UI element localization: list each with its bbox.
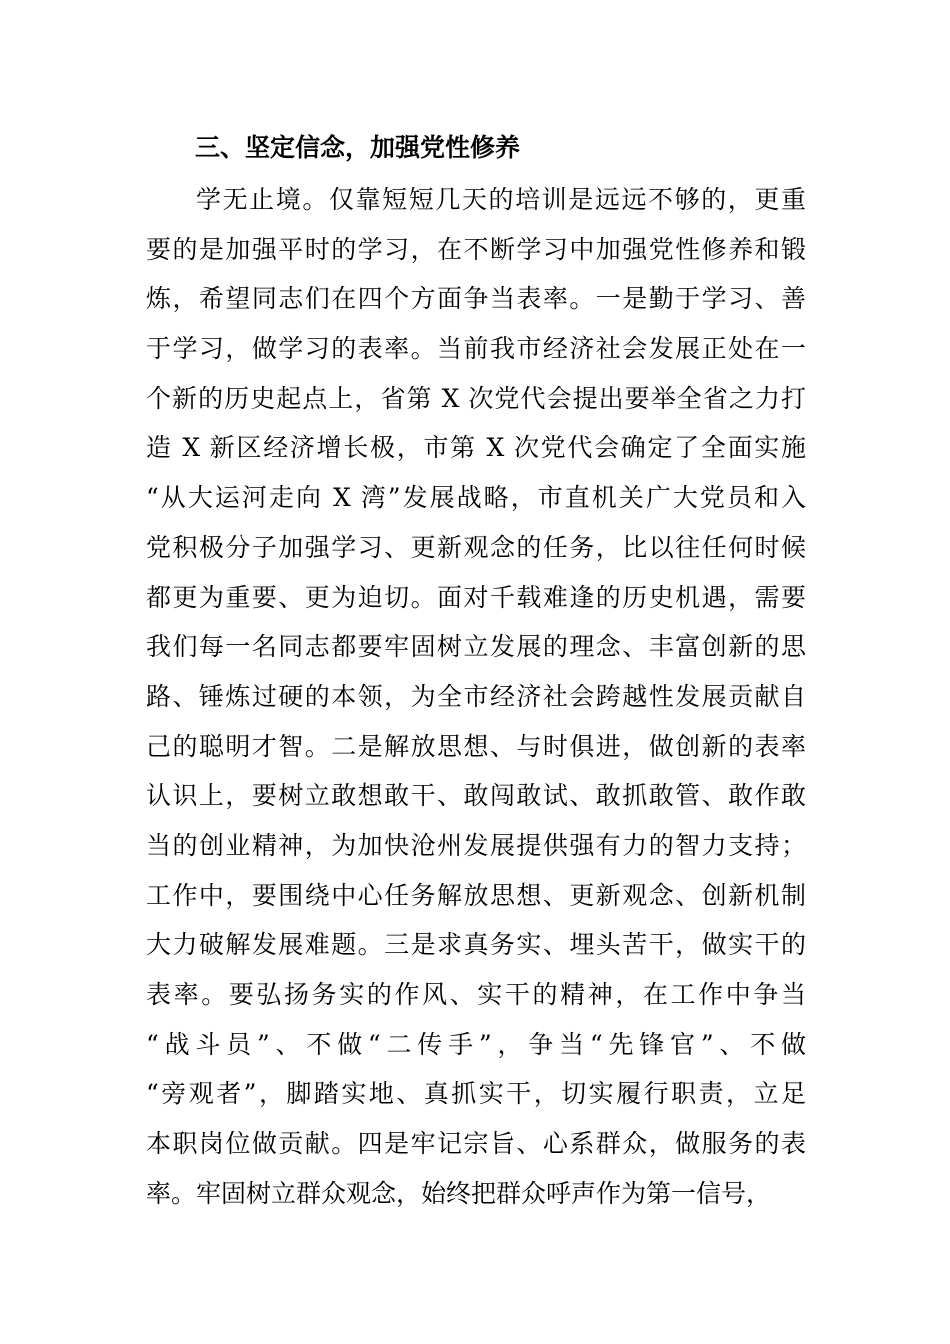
paragraph-line: 路、锤炼过硬的本领，为全市经济社会跨越性发展贡献自 bbox=[146, 681, 806, 711]
paragraph-line: 学无止境。仅靠短短几天的培训是远远不够的，更重 bbox=[196, 185, 806, 214]
paragraph-line: 我们每一名同志都要牢固树立发展的理念、丰富创新的思 bbox=[146, 632, 806, 662]
paragraph-line: 炼，希望同志们在四个方面争当表率。一是勤于学习、善 bbox=[146, 284, 806, 314]
body-paragraph bbox=[146, 175, 806, 1218]
paragraph-line: “从大运河走向 X 湾”发展战略，市直机关广大党员和入 bbox=[146, 483, 806, 513]
paragraph-line: 己的聪明才智。二是解放思想、与时俱进，做创新的表率 bbox=[146, 731, 806, 761]
paragraph-line: 个新的历史起点上，省第 X 次党代会提出要举全省之力打 bbox=[146, 383, 806, 413]
paragraph-line: 工作中，要围绕中心任务解放思想、更新观念、创新机制 bbox=[146, 880, 806, 910]
paragraph-line: 党积极分子加强学习、更新观念的任务，比以往任何时候 bbox=[146, 532, 806, 562]
paragraph-line: 要的是加强平时的学习，在不断学习中加强党性修养和锻 bbox=[146, 234, 806, 264]
paragraph-line: 大力破解发展难题。三是求真务实、埋头苦干，做实干的 bbox=[146, 930, 806, 960]
paragraph-line: “旁观者”，脚踏实地、真抓实干，切实履行职责，立足 bbox=[146, 1079, 806, 1109]
paragraph-line: 率。牢固树立群众观念，始终把群众呼声作为第一信号， bbox=[146, 1178, 772, 1208]
paragraph-line: “战斗员”、不做“二传手”，争当“先锋官”、不做 bbox=[146, 1029, 806, 1059]
paragraph-line: 于学习，做学习的表率。当前我市经济社会发展正处在一 bbox=[146, 334, 806, 364]
paragraph-line: 本职岗位做贡献。四是牢记宗旨、心系群众，做服务的表 bbox=[146, 1129, 806, 1159]
paragraph-line: 当的创业精神，为加快沧州发展提供强有力的智力支持； bbox=[146, 830, 806, 860]
paragraph-line: 都更为重要、更为迫切。面对千载难逢的历史机遇，需要 bbox=[146, 582, 806, 612]
paragraph-line: 造 X 新区经济增长极，市第 X 次党代会确定了全面实施 bbox=[146, 433, 806, 463]
paragraph-line: 表率。要弘扬务实的作风、实干的精神，在工作中争当 bbox=[146, 980, 806, 1009]
paragraph-line: 认识上，要树立敢想敢干、敢闯敢试、敢抓敢管、敢作敢 bbox=[146, 781, 806, 811]
section-heading: 三、坚定信念，加强党性修养 bbox=[195, 133, 521, 162]
